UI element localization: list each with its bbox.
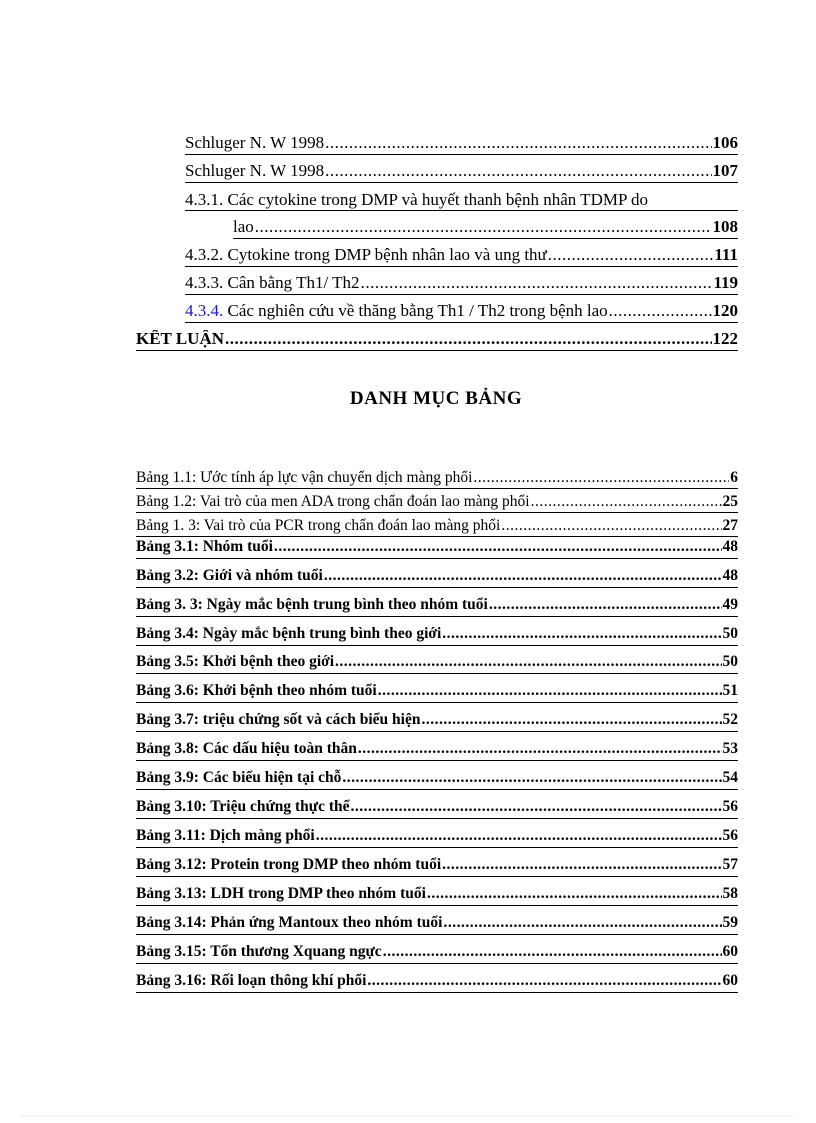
toc-entry-page: 122 xyxy=(712,330,738,348)
table-list-item-text: Bảng 3. 3: Ngày mắc bệnh trung bình theo nhóm tuổi xyxy=(136,596,488,613)
table-list-item[interactable] xyxy=(136,943,738,964)
toc-entry-text: 4.3.3. Cân bằng Th1/ Th2 xyxy=(185,274,360,292)
table-list-item-page: 49 xyxy=(722,596,738,613)
table-list-item-page: 60 xyxy=(722,972,738,989)
toc-entry-text: KẾT LUẬN xyxy=(136,330,225,348)
toc-entry[interactable] xyxy=(185,302,738,323)
dot-leader xyxy=(225,330,711,349)
table-list-item[interactable] xyxy=(136,856,738,877)
toc-entry[interactable] xyxy=(185,246,738,267)
table-list-item-text: Bảng 3.11: Dịch màng phổi xyxy=(136,827,315,844)
dot-leader xyxy=(342,769,721,788)
toc-entry-number-link[interactable]: 4.3.4. xyxy=(185,302,224,320)
toc-entry-conclusion[interactable] xyxy=(136,330,738,351)
toc-entry[interactable] xyxy=(185,162,738,183)
table-list-item-text: Bảng 3.4: Ngày mắc bệnh trung bình theo giới xyxy=(136,625,442,642)
table-list-item-text: Bảng 3.8: Các dấu hiệu toàn thân xyxy=(136,740,357,757)
toc-entry-text: 4.3.1. Các cytokine trong DMP và huyết thanh bệnh nhân TDMP do xyxy=(185,190,649,209)
table-list-item-text: Bảng 3.2: Giới và nhóm tuổi xyxy=(136,567,323,584)
dot-leader xyxy=(367,972,721,991)
dot-leader xyxy=(609,302,712,321)
dot-leader xyxy=(361,274,713,293)
toc-entry[interactable] xyxy=(185,274,738,295)
toc-entry-page: 111 xyxy=(714,246,738,264)
dot-leader xyxy=(489,596,722,615)
toc-entry-page: 120 xyxy=(712,302,738,320)
toc-entry-text xyxy=(185,302,608,321)
table-list-item-page: 56 xyxy=(722,798,738,815)
toc-entry-text: Schluger N. W 1998 xyxy=(185,162,325,180)
table-list-item-text: Bảng 3.12: Protein trong DMP theo nhóm tuổi xyxy=(136,856,442,873)
dot-leader xyxy=(325,162,711,181)
table-list-item[interactable] xyxy=(136,538,738,559)
table-list-item-page: 51 xyxy=(722,682,738,699)
table-list-item[interactable] xyxy=(136,711,738,732)
dot-leader xyxy=(274,538,722,557)
table-list-item-page: 58 xyxy=(722,885,738,902)
toc-entry[interactable] xyxy=(185,134,738,155)
table-list-item-page: 56 xyxy=(722,827,738,844)
table-list-item-text: Bảng 3.16: Rối loạn thông khí phổi xyxy=(136,972,367,989)
table-list-item-page: 53 xyxy=(722,740,738,757)
table-list-item-page: 6 xyxy=(730,470,738,486)
table-list-item-text: Bảng 3.13: LDH trong DMP theo nhóm tuổi xyxy=(136,885,426,902)
table-list-item-text: Bảng 1. 3: Vai trò của PCR trong chẩn đoán lao màng phổi xyxy=(136,518,501,534)
table-list-item[interactable] xyxy=(136,798,738,819)
table-list-item-page: 25 xyxy=(722,494,738,510)
table-list-item[interactable] xyxy=(136,682,738,703)
table-list-item-text: Bảng 3.10: Triệu chứng thực thể xyxy=(136,798,350,815)
toc-entry-text: Schluger N. W 1998 xyxy=(185,134,325,152)
toc-entry-page: 107 xyxy=(712,162,738,180)
table-list-item[interactable] xyxy=(136,494,738,513)
table-list-item-text: Bảng 1.1: Ước tính áp lực vận chuyển dịch màng phổi xyxy=(136,470,473,486)
table-list-item[interactable] xyxy=(136,518,738,537)
page-footer-rule xyxy=(20,1116,796,1117)
dot-leader xyxy=(358,740,722,759)
table-list-item-text: Bảng 3.15: Tổn thương Xquang ngực xyxy=(136,943,382,960)
dot-leader xyxy=(442,856,721,875)
dot-leader xyxy=(255,218,712,237)
table-list-item-page: 59 xyxy=(722,914,738,931)
table-list-item-text: Bảng 3.5: Khởi bệnh theo giới xyxy=(136,653,335,670)
table-list-item-text: Bảng 3.6: Khởi bệnh theo nhóm tuổi xyxy=(136,682,377,699)
table-list-item[interactable] xyxy=(136,740,738,761)
table-list-item-page: 48 xyxy=(722,538,738,555)
dot-leader xyxy=(442,625,721,644)
dot-leader xyxy=(421,711,721,730)
table-list-item-text: Bảng 3.1: Nhóm tuổi xyxy=(136,538,273,555)
dot-leader xyxy=(335,653,721,672)
toc-entry-wrapped-line[interactable] xyxy=(185,190,738,211)
dot-leader xyxy=(501,518,721,535)
table-list-item[interactable] xyxy=(136,827,738,848)
toc-entry-page: 106 xyxy=(712,134,738,152)
dot-leader xyxy=(316,827,722,846)
table-list-item-page: 50 xyxy=(722,653,738,670)
table-list-item[interactable] xyxy=(136,567,738,588)
table-list-item[interactable] xyxy=(136,972,738,993)
toc-entry-page: 108 xyxy=(712,218,738,236)
table-list-item-page: 27 xyxy=(722,518,738,534)
dot-leader xyxy=(351,798,722,817)
table-list-item-text: Bảng 3.7: triệu chứng sốt và cách biểu hiện xyxy=(136,711,421,728)
toc-entry[interactable] xyxy=(233,218,738,239)
toc-entry-page: 119 xyxy=(713,274,738,292)
table-list-item-page: 48 xyxy=(722,567,738,584)
table-list-item-page: 54 xyxy=(722,769,738,786)
table-list-item-text: Bảng 3.9: Các biểu hiện tại chỗ xyxy=(136,769,342,786)
table-list-item-page: 50 xyxy=(722,625,738,642)
table-list-item[interactable] xyxy=(136,885,738,906)
table-list-item-text: Bảng 3.14: Phản ứng Mantoux theo nhóm tuổi xyxy=(136,914,443,931)
table-list-item[interactable] xyxy=(136,625,738,646)
dot-leader xyxy=(325,134,711,153)
dot-leader xyxy=(531,494,722,511)
dot-leader xyxy=(548,246,714,265)
dot-leader xyxy=(324,567,722,586)
dot-leader xyxy=(383,943,722,962)
table-list-item-page: 52 xyxy=(722,711,738,728)
table-list-item[interactable] xyxy=(136,470,738,489)
table-list-item-text: Bảng 1.2: Vai trò của men ADA trong chẩn đoán lao màng phổi xyxy=(136,494,530,510)
dot-leader xyxy=(378,682,722,701)
table-list-item[interactable] xyxy=(136,653,738,674)
toc-entry-title: Các nghiên cứu về thăng bằng Th1 / Th2 trong bệnh lao xyxy=(227,302,608,320)
toc-entry-text-continued: lao xyxy=(233,218,254,236)
toc-entry-text: 4.3.2. Cytokine trong DMP bệnh nhân lao và ung thư xyxy=(185,246,547,264)
dot-leader xyxy=(473,470,729,487)
dot-leader xyxy=(427,885,722,904)
section-heading: DANH MỤC BẢNG xyxy=(349,388,523,409)
table-list-item[interactable] xyxy=(136,769,738,790)
table-list-item-page: 60 xyxy=(722,943,738,960)
table-list-item[interactable] xyxy=(136,914,738,935)
table-list-item[interactable] xyxy=(136,596,738,617)
dot-leader xyxy=(443,914,721,933)
table-list-item-page: 57 xyxy=(722,856,738,873)
